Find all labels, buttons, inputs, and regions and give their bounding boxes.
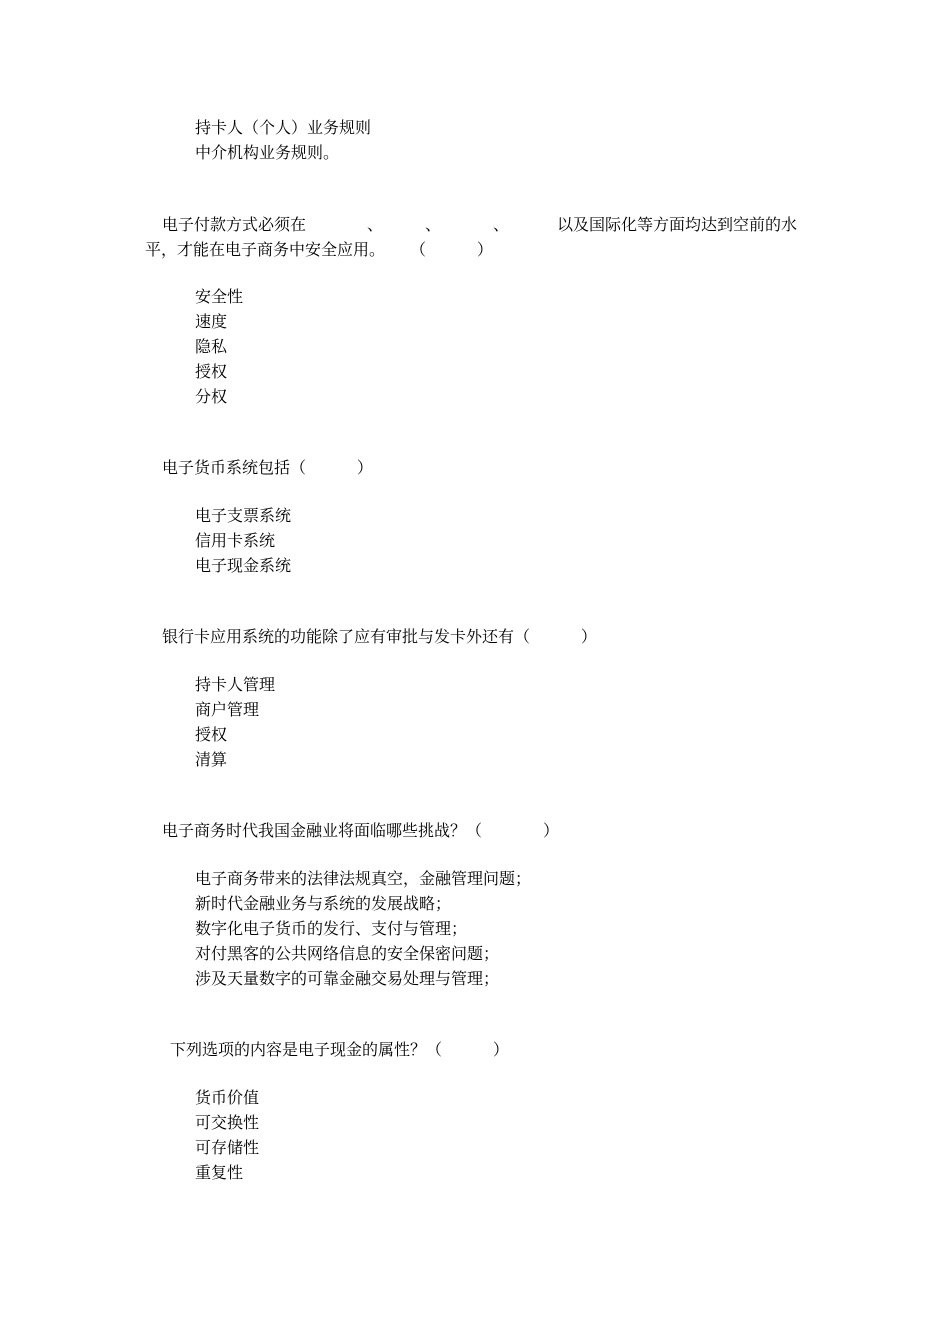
option-text: 隐私 (195, 337, 228, 356)
option-text: 电子商务带来的法律法规真空，金融管理问题； (195, 869, 532, 888)
option-text: 涉及天量数字的可靠金融交易处理与管理； (195, 969, 500, 988)
option-text: 中介机构业务规则。 (195, 143, 340, 162)
blank-separator: 、 (425, 215, 442, 234)
option-text: 电子现金系统 (195, 556, 292, 575)
blank-separator: 、 (493, 215, 510, 234)
option-text: 清算 (195, 750, 228, 769)
question-stem-tail: 以及国际化等方面均达到空前的水 (557, 215, 798, 234)
option-text: 持卡人（个人）业务规则 (195, 118, 372, 137)
option-text: 可交换性 (195, 1113, 260, 1132)
question-stem: 电子付款方式必须在 (162, 215, 307, 234)
blank-separator: 、 (367, 215, 384, 234)
question-stem: 下列选项的内容是电子现金的属性？（ ） (170, 1040, 509, 1059)
option-text: 可存储性 (195, 1138, 260, 1157)
question-stem-cont: 平，才能在电子商务中安全应用。 (145, 240, 386, 259)
option-text: 持卡人管理 (195, 675, 276, 694)
option-text: 授权 (195, 362, 228, 381)
option-text: 电子支票系统 (195, 506, 292, 525)
question-stem: 银行卡应用系统的功能除了应有审批与发卡外还有（ ） (162, 627, 597, 646)
option-text: 重复性 (195, 1163, 244, 1182)
option-text: 货币价值 (195, 1088, 260, 1107)
option-text: 新时代金融业务与系统的发展战略； (195, 894, 452, 913)
option-text: 速度 (195, 312, 228, 331)
question-stem: 电子商务时代我国金融业将面临哪些挑战？（ ） (162, 821, 560, 840)
option-text: 商户管理 (195, 700, 260, 719)
question-stem: 电子货币系统包括（ ） (162, 458, 373, 477)
option-text: 数字化电子货币的发行、支付与管理； (195, 919, 468, 938)
option-text: 分权 (195, 387, 228, 406)
answer-parenthesis: （ ） (410, 240, 493, 259)
option-text: 安全性 (195, 287, 244, 306)
option-text: 对付黑客的公共网络信息的安全保密问题； (195, 944, 500, 963)
option-text: 信用卡系统 (195, 531, 276, 550)
option-text: 授权 (195, 725, 228, 744)
